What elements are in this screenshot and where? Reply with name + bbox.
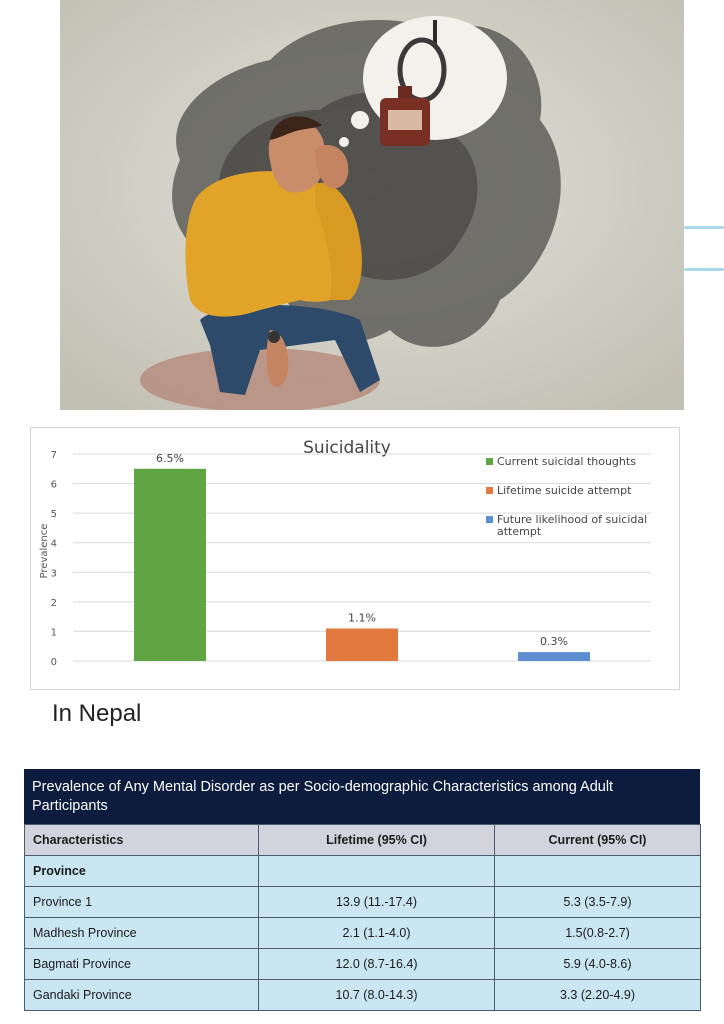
- bar-1: [134, 469, 206, 661]
- table-row: [25, 887, 701, 918]
- row-lifetime: 13.9 (11.-17.4): [259, 887, 495, 918]
- y-tick-label: 4: [50, 538, 57, 550]
- row-current: [495, 856, 701, 887]
- row-lifetime: [259, 856, 495, 887]
- table-row: [25, 918, 701, 949]
- y-tick-label: 7: [50, 450, 57, 461]
- y-tick-label: 1: [50, 627, 57, 639]
- y-tick-label: 2: [50, 597, 57, 609]
- y-tick-label: 3: [50, 568, 57, 580]
- chart-canvas: [31, 428, 679, 689]
- row-lifetime: 10.7 (8.0-14.3): [259, 980, 495, 1011]
- row-lifetime: 12.0 (8.7-16.4): [259, 949, 495, 980]
- header-characteristics: Characteristics: [25, 825, 259, 856]
- y-tick-label: 6: [50, 479, 57, 491]
- header-current: Current (95% CI): [495, 825, 701, 856]
- table-title: Prevalence of Any Mental Disorder as per Socio-demographic Characteristics among Adult Participants: [24, 769, 700, 824]
- legend-label: Current suicidal thoughts: [497, 455, 636, 468]
- legend-swatch: [486, 458, 493, 465]
- illustration-svg: [60, 0, 684, 410]
- row-lifetime: 2.1 (1.1-4.0): [259, 918, 495, 949]
- data-table: [24, 824, 701, 1011]
- prevalence-table: [24, 769, 700, 1011]
- legend-swatch: [486, 487, 493, 494]
- row-name: Province: [25, 856, 259, 887]
- y-tick-label: 0: [50, 657, 57, 668]
- edge-decoration: [684, 268, 724, 271]
- row-current: 1.5(0.8-2.7): [495, 918, 701, 949]
- row-name: Bagmati Province: [25, 949, 259, 980]
- chart-title: Suicidality: [303, 438, 391, 458]
- data-label: 6.5%: [156, 451, 184, 465]
- chart-data-labels: [156, 452, 568, 648]
- y-tick-label: 5: [50, 509, 57, 521]
- legend-swatch: [486, 516, 493, 523]
- caption-text: In Nepal: [52, 700, 142, 727]
- table-row: [25, 980, 701, 1011]
- row-current: 3.3 (2.20-4.9): [495, 980, 701, 1011]
- legend-label: Lifetime suicide attempt: [497, 484, 632, 497]
- bar-3: [518, 652, 590, 661]
- data-label: 1.1%: [348, 611, 376, 625]
- y-axis-title: Prevalence: [39, 523, 50, 579]
- legend-label: Future likelihood of suicidal attempt: [497, 513, 648, 538]
- illustration-image: [60, 0, 684, 410]
- table-header-row: [25, 825, 701, 856]
- suicidality-chart: [30, 427, 680, 690]
- chart-bars: [134, 469, 590, 661]
- header-lifetime: Lifetime (95% CI): [259, 825, 495, 856]
- bar-2: [326, 628, 398, 661]
- row-current: 5.9 (4.0-8.6): [495, 949, 701, 980]
- chart-legend: [486, 455, 647, 538]
- row-name: Province 1: [25, 887, 259, 918]
- table-row: [25, 856, 701, 887]
- chart-y-ticks: [51, 450, 57, 668]
- row-name: Gandaki Province: [25, 980, 259, 1011]
- data-label: 0.3%: [540, 635, 568, 649]
- table-row: [25, 949, 701, 980]
- edge-decoration: [684, 226, 724, 229]
- row-current: 5.3 (3.5-7.9): [495, 887, 701, 918]
- row-name: Madhesh Province: [25, 918, 259, 949]
